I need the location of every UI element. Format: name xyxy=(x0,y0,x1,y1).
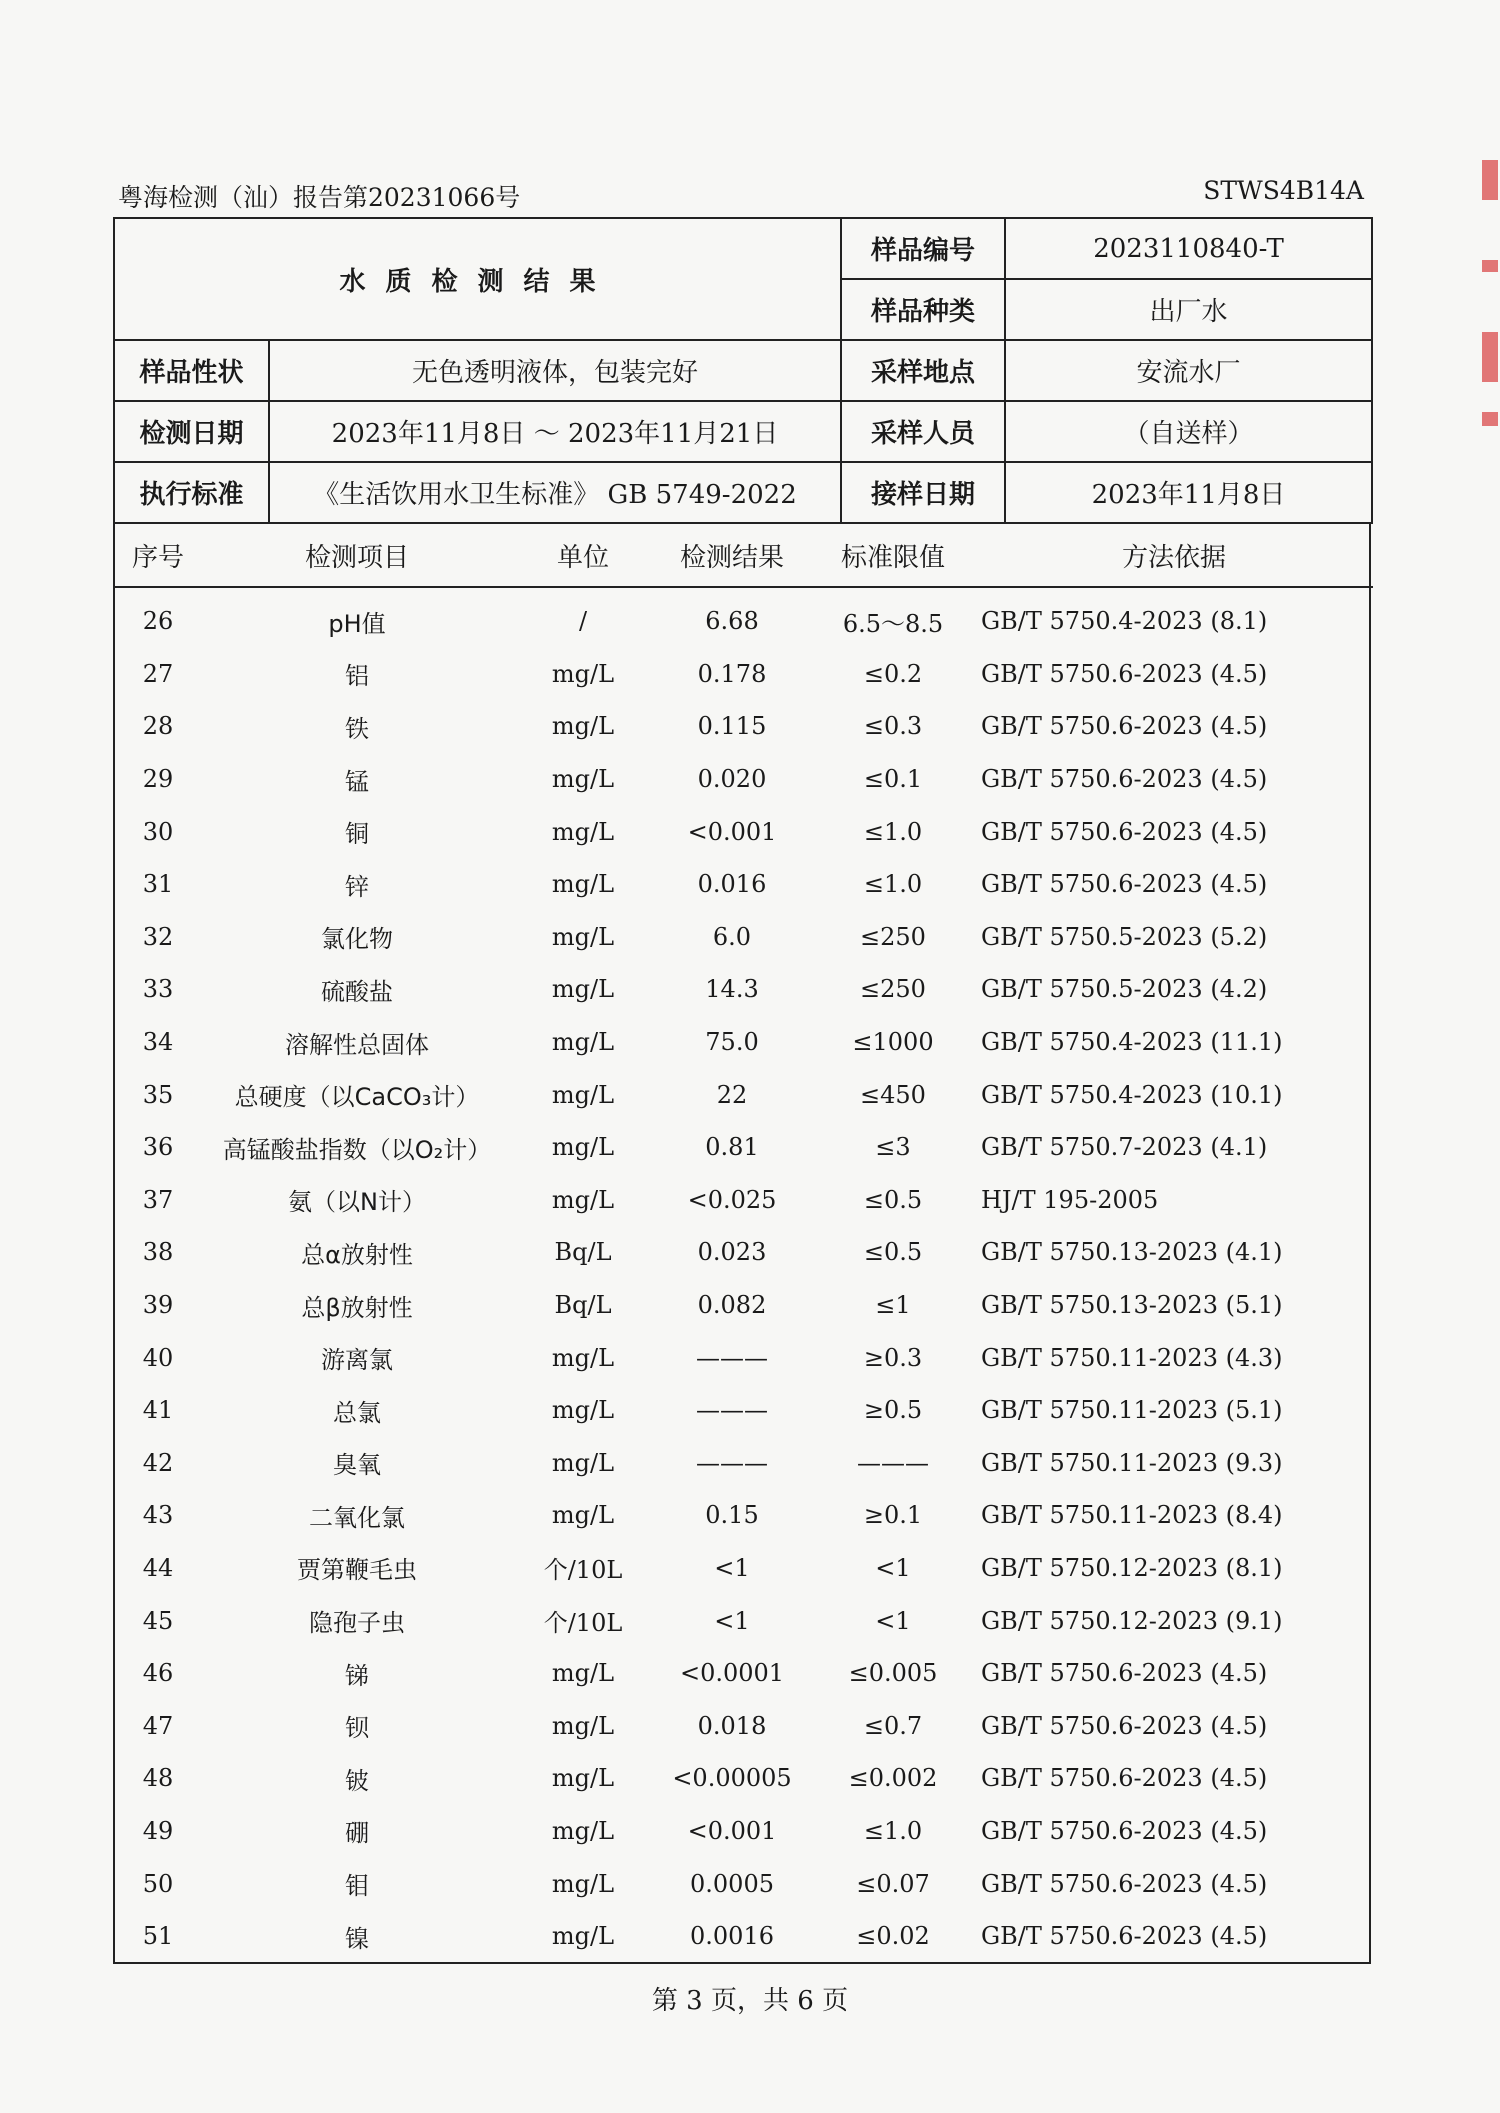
row-method: GB/T 5750.11-2023 (9.3) xyxy=(981,1448,1283,1477)
table-row xyxy=(115,700,1373,753)
row-unit: mg/L xyxy=(551,1711,615,1740)
table-row xyxy=(115,1542,1373,1595)
table-row xyxy=(115,648,1373,701)
table-row xyxy=(115,1910,1373,1963)
row-method: GB/T 5750.6-2023 (4.5) xyxy=(981,1659,1268,1688)
row-index: 32 xyxy=(142,922,174,951)
row-item: 总硬度（以CaCO₃计） xyxy=(234,1083,480,1112)
row-result: <0.025 xyxy=(687,1185,777,1214)
row-index: 51 xyxy=(142,1922,174,1951)
row-item: 总β放射性 xyxy=(301,1293,413,1322)
row-method: GB/T 5750.5-2023 (4.2) xyxy=(981,975,1268,1004)
table-row xyxy=(115,1647,1373,1700)
row-item: 硼 xyxy=(345,1819,369,1848)
row-method: GB/T 5750.6-2023 (4.5) xyxy=(981,1869,1268,1898)
row-unit: mg/L xyxy=(551,1869,615,1898)
row-item: 隐孢子虫 xyxy=(309,1609,405,1638)
row-result: 75.0 xyxy=(705,1028,759,1057)
row-method: GB/T 5750.13-2023 (4.1) xyxy=(981,1238,1283,1267)
row-unit: mg/L xyxy=(551,1028,615,1057)
row-limit: ≤0.5 xyxy=(863,1238,923,1267)
row-index: 29 xyxy=(142,765,174,794)
table-row xyxy=(115,963,1373,1016)
row-item: 氯化物 xyxy=(321,925,393,954)
row-limit: ≤1000 xyxy=(852,1028,934,1057)
row-item: 钼 xyxy=(345,1872,369,1901)
table-row xyxy=(115,1384,1373,1437)
row-method: GB/T 5750.6-2023 (4.5) xyxy=(981,765,1268,794)
col-header-result: 检测结果 xyxy=(653,524,811,587)
table-row xyxy=(115,1805,1373,1858)
row-result: 0.082 xyxy=(697,1291,767,1320)
row-unit: mg/L xyxy=(551,1185,615,1214)
row-unit: mg/L xyxy=(551,1816,615,1845)
row-result: 0.81 xyxy=(705,1133,759,1162)
row-method: GB/T 5750.11-2023 (5.1) xyxy=(981,1396,1283,1425)
row-unit: mg/L xyxy=(551,1501,615,1530)
table-row xyxy=(115,1226,1373,1279)
table-row xyxy=(115,1016,1373,1069)
row-result: <0.0001 xyxy=(679,1659,785,1688)
receive-date-label: 接样日期 xyxy=(841,462,1005,523)
row-result: <1 xyxy=(714,1553,750,1582)
row-unit: mg/L xyxy=(551,975,615,1004)
row-limit: ≤1 xyxy=(875,1291,911,1320)
row-unit: 个/10L xyxy=(543,1609,623,1638)
row-item: 铁 xyxy=(345,714,369,743)
row-limit: ≤0.005 xyxy=(848,1659,938,1688)
row-method: GB/T 5750.6-2023 (4.5) xyxy=(981,1816,1268,1845)
row-item: 铜 xyxy=(345,820,369,849)
row-limit: ≤250 xyxy=(860,922,926,951)
sample-no-value: 2023110840-T xyxy=(1005,218,1372,279)
table-row xyxy=(115,1489,1373,1542)
row-index: 38 xyxy=(142,1238,174,1267)
row-limit: ≤3 xyxy=(875,1133,911,1162)
row-method: GB/T 5750.7-2023 (4.1) xyxy=(981,1133,1268,1162)
table-row xyxy=(115,1279,1373,1332)
standard-label: 执行标准 xyxy=(114,462,269,523)
row-result: ——— xyxy=(696,1343,768,1372)
row-item: 氨（以N计） xyxy=(288,1188,426,1217)
table-row xyxy=(115,1174,1373,1227)
table-row xyxy=(115,587,1373,648)
row-limit: ≤250 xyxy=(860,975,926,1004)
row-unit: mg/L xyxy=(551,1659,615,1688)
row-unit: 个/10L xyxy=(543,1556,623,1585)
row-index: 42 xyxy=(142,1448,174,1477)
row-index: 43 xyxy=(142,1501,174,1530)
page-title: 水质检测结果 xyxy=(114,218,841,340)
sample-type-value: 出厂水 xyxy=(1005,279,1372,340)
row-limit: ≤450 xyxy=(860,1080,926,1109)
row-index: 36 xyxy=(142,1133,174,1162)
row-unit: mg/L xyxy=(551,817,615,846)
row-result: 14.3 xyxy=(705,975,759,1004)
row-index: 37 xyxy=(142,1185,174,1214)
row-method: GB/T 5750.5-2023 (5.2) xyxy=(981,922,1268,951)
row-result: 0.023 xyxy=(697,1238,767,1267)
row-index: 44 xyxy=(142,1553,174,1582)
row-index: 33 xyxy=(142,975,174,1004)
row-item: 高锰酸盐指数（以O₂计） xyxy=(222,1135,492,1164)
row-method: GB/T 5750.4-2023 (11.1) xyxy=(981,1028,1283,1057)
table-row xyxy=(115,1121,1373,1174)
row-index: 47 xyxy=(142,1711,174,1740)
col-header-index: 序号 xyxy=(115,524,201,587)
row-item: 二氧化氯 xyxy=(309,1503,405,1532)
row-item: 锑 xyxy=(345,1661,369,1690)
row-item: 铝 xyxy=(345,662,369,691)
row-method: GB/T 5750.6-2023 (4.5) xyxy=(981,712,1268,741)
row-limit: ——— xyxy=(857,1448,929,1477)
row-unit: mg/L xyxy=(551,712,615,741)
row-result: 0.018 xyxy=(697,1711,767,1740)
row-index: 35 xyxy=(142,1080,174,1109)
row-method: GB/T 5750.6-2023 (4.5) xyxy=(981,1764,1268,1793)
row-unit: mg/L xyxy=(551,765,615,794)
row-item: 溶解性总固体 xyxy=(285,1030,429,1059)
row-index: 50 xyxy=(142,1869,174,1898)
row-method: GB/T 5750.4-2023 (10.1) xyxy=(981,1080,1283,1109)
row-limit: ≤0.2 xyxy=(863,659,923,688)
info-table xyxy=(113,217,1373,524)
row-limit: ≤1.0 xyxy=(863,870,923,899)
test-date-value: 2023年11月8日 ～ 2023年11月21日 xyxy=(269,401,841,462)
row-result: <0.00005 xyxy=(672,1764,792,1793)
row-unit: mg/L xyxy=(551,659,615,688)
row-method: GB/T 5750.11-2023 (8.4) xyxy=(981,1501,1283,1530)
row-item: 锰 xyxy=(345,767,369,796)
row-index: 31 xyxy=(142,870,174,899)
row-unit: mg/L xyxy=(551,1343,615,1372)
row-item: 总α放射性 xyxy=(301,1240,413,1269)
row-method: GB/T 5750.11-2023 (4.3) xyxy=(981,1343,1283,1372)
table-row xyxy=(115,1437,1373,1490)
row-method: GB/T 5750.6-2023 (4.5) xyxy=(981,817,1268,846)
receive-date-value: 2023年11月8日 xyxy=(1005,462,1372,523)
row-result: 0.0016 xyxy=(690,1922,774,1951)
row-limit: ≤0.02 xyxy=(856,1922,930,1951)
table-row xyxy=(115,1857,1373,1910)
row-limit: ≥0.5 xyxy=(863,1396,923,1425)
table-row xyxy=(115,1068,1373,1121)
row-index: 30 xyxy=(142,817,174,846)
row-method: GB/T 5750.6-2023 (4.5) xyxy=(981,870,1268,899)
row-method: GB/T 5750.4-2023 (8.1) xyxy=(981,607,1268,636)
row-result: <0.001 xyxy=(687,817,777,846)
site-value: 安流水厂 xyxy=(1005,340,1372,401)
row-index: 27 xyxy=(142,659,174,688)
row-limit: <1 xyxy=(875,1606,911,1635)
table-row xyxy=(115,1594,1373,1647)
row-item: 钡 xyxy=(345,1714,369,1743)
row-result: 0.016 xyxy=(697,870,767,899)
sampler-value: （自送样） xyxy=(1005,401,1372,462)
row-limit: ≤0.002 xyxy=(848,1764,938,1793)
site-label: 采样地点 xyxy=(841,340,1005,401)
row-index: 40 xyxy=(142,1343,174,1372)
row-result: 0.0005 xyxy=(690,1869,774,1898)
row-item: 总氯 xyxy=(333,1398,381,1427)
row-result: 6.68 xyxy=(705,607,759,636)
row-item: 贾第鞭毛虫 xyxy=(297,1556,417,1585)
row-index: 49 xyxy=(142,1816,174,1845)
row-method: GB/T 5750.6-2023 (4.5) xyxy=(981,1922,1268,1951)
row-limit: ≤0.1 xyxy=(863,765,923,794)
table-row xyxy=(115,858,1373,911)
row-method: GB/T 5750.12-2023 (8.1) xyxy=(981,1553,1283,1582)
row-unit: mg/L xyxy=(551,1448,615,1477)
row-limit: 6.5～8.5 xyxy=(842,609,944,638)
row-index: 48 xyxy=(142,1764,174,1793)
test-date-label: 检测日期 xyxy=(114,401,269,462)
sample-no-label: 样品编号 xyxy=(841,218,1005,279)
col-header-item: 检测项目 xyxy=(201,524,513,587)
row-method: GB/T 5750.6-2023 (4.5) xyxy=(981,1711,1268,1740)
row-index: 45 xyxy=(142,1606,174,1635)
row-result: 0.115 xyxy=(697,712,767,741)
report-number: 粤海检测（汕）报告第20231066号 xyxy=(118,183,521,212)
row-index: 26 xyxy=(142,607,174,636)
row-index: 39 xyxy=(142,1291,174,1320)
row-item: pH值 xyxy=(328,609,386,638)
standard-value: 《生活饮用水卫生标准》 GB 5749-2022 xyxy=(269,462,841,523)
row-limit: <1 xyxy=(875,1553,911,1582)
sample-type-label: 样品种类 xyxy=(841,279,1005,340)
table-row xyxy=(115,911,1373,964)
col-header-method: 方法依据 xyxy=(975,524,1373,587)
row-method: GB/T 5750.13-2023 (5.1) xyxy=(981,1291,1283,1320)
row-result: 0.178 xyxy=(697,659,767,688)
row-item: 锌 xyxy=(345,872,369,901)
row-result: ——— xyxy=(696,1448,768,1477)
row-unit: mg/L xyxy=(551,1133,615,1162)
row-result: <0.001 xyxy=(687,1816,777,1845)
table-row xyxy=(115,753,1373,806)
row-limit: ≤1.0 xyxy=(863,817,923,846)
row-unit: mg/L xyxy=(551,922,615,951)
row-limit: ≤0.3 xyxy=(863,712,923,741)
row-index: 46 xyxy=(142,1659,174,1688)
col-header-limit: 标准限值 xyxy=(811,524,975,587)
result-sheet xyxy=(113,217,1371,1964)
row-result: 0.020 xyxy=(697,765,767,794)
page-number: 第 3 页，共 6 页 xyxy=(651,1986,849,2016)
results-table-wrap xyxy=(113,524,1371,1964)
row-result: 22 xyxy=(716,1080,748,1109)
row-limit: ≥0.1 xyxy=(863,1501,923,1530)
row-limit: ≤1.0 xyxy=(863,1816,923,1845)
row-unit: Bq/L xyxy=(554,1291,612,1320)
results-table xyxy=(115,524,1373,1962)
row-limit: ≥0.3 xyxy=(863,1343,923,1372)
row-unit: mg/L xyxy=(551,1922,615,1951)
row-method: HJ/T 195-2005 xyxy=(981,1185,1159,1214)
row-method: GB/T 5750.6-2023 (4.5) xyxy=(981,659,1268,688)
sample-state-label: 样品性状 xyxy=(114,340,269,401)
row-unit: mg/L xyxy=(551,1080,615,1109)
row-item: 硫酸盐 xyxy=(321,977,393,1006)
row-item: 铍 xyxy=(345,1766,369,1795)
sample-state-value: 无色透明液体，包装完好 xyxy=(269,340,841,401)
row-limit: ≤0.5 xyxy=(863,1185,923,1214)
document-code: STWS4B14A xyxy=(1203,176,1364,205)
row-result: ——— xyxy=(696,1396,768,1425)
row-unit: mg/L xyxy=(551,1764,615,1793)
table-row xyxy=(115,805,1373,858)
row-unit: / xyxy=(578,607,588,636)
row-result: <1 xyxy=(714,1606,750,1635)
row-index: 41 xyxy=(142,1396,174,1425)
row-method: GB/T 5750.12-2023 (9.1) xyxy=(981,1606,1283,1635)
seal-stamp-edge xyxy=(1472,160,1500,450)
col-header-unit: 单位 xyxy=(513,524,653,587)
row-limit: ≤0.07 xyxy=(856,1869,930,1898)
row-result: 0.15 xyxy=(705,1501,759,1530)
row-index: 28 xyxy=(142,712,174,741)
row-index: 34 xyxy=(142,1028,174,1057)
table-row xyxy=(115,1752,1373,1805)
row-result: 6.0 xyxy=(712,922,752,951)
row-unit: mg/L xyxy=(551,1396,615,1425)
row-limit: ≤0.7 xyxy=(863,1711,923,1740)
table-row xyxy=(115,1331,1373,1384)
table-row xyxy=(115,1699,1373,1752)
row-unit: mg/L xyxy=(551,870,615,899)
row-item: 臭氧 xyxy=(333,1451,381,1480)
column-header-row xyxy=(115,524,1373,587)
row-item: 镍 xyxy=(345,1924,369,1953)
row-item: 游离氯 xyxy=(321,1346,393,1375)
sampler-label: 采样人员 xyxy=(841,401,1005,462)
row-unit: Bq/L xyxy=(554,1238,612,1267)
